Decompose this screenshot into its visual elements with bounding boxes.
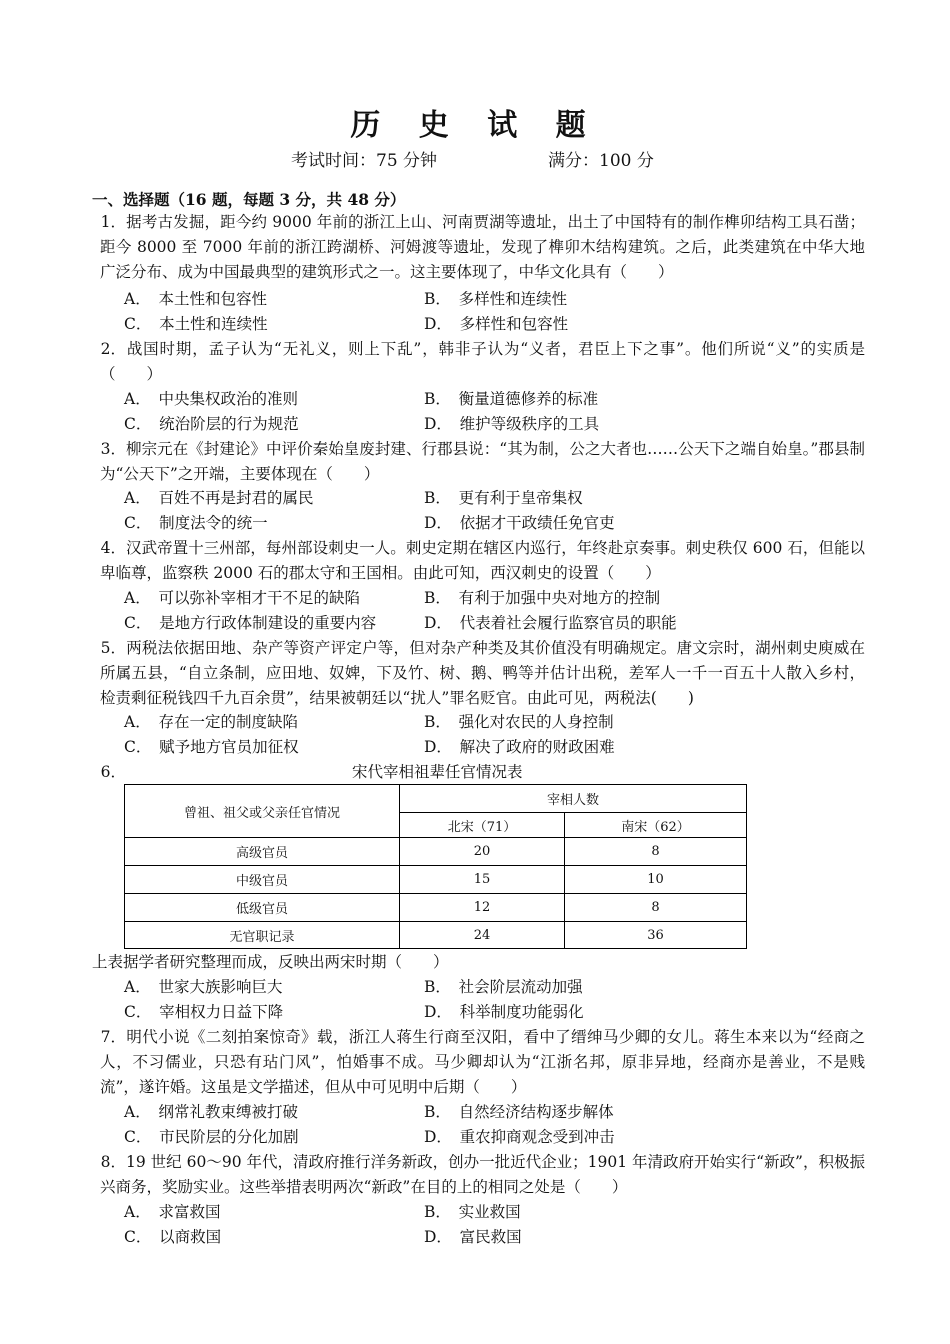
option-a: A． 百姓不再是封君的属民 — [124, 489, 314, 507]
option-c: C． 以商救国 — [124, 1228, 222, 1246]
question-number: 3． — [100, 440, 126, 458]
page-title: 历 史 试 题 — [350, 108, 600, 143]
section-heading: 一、选择题（16 题，每题 3 分，共 48 分） — [92, 190, 406, 209]
table-cell: 8 — [565, 894, 747, 922]
table-sub-header: 北宋（71） — [400, 813, 565, 838]
option-b: B． 更有利于皇帝集权 — [424, 489, 583, 507]
question-stem: 19 世纪 60～90 年代，清政府推行洋务新政，创办一批近代企业；1901 年清政府开始实行“新政”，积极振兴商务，奖励实业。这些举措表明两次“新政”在目的上的相同之处是（ ） — [100, 1153, 865, 1196]
option-d: D． 重农抑商观念受到冲击 — [424, 1128, 615, 1146]
option-b: B． 衡量道德修养的标准 — [424, 390, 599, 408]
option-b: B． 多样性和连续性 — [424, 290, 568, 308]
option-b: B． 强化对农民的人身控制 — [424, 713, 614, 731]
option-a: A． 纲常礼教束缚被打破 — [124, 1103, 298, 1121]
table-row — [125, 894, 747, 922]
option-d: D． 依据才干政绩任免官吏 — [424, 514, 615, 532]
question-number: 1． — [100, 213, 126, 231]
option-b: B． 有利于加强中央对地方的控制 — [424, 589, 661, 607]
official-table — [124, 784, 747, 949]
table-cell: 8 — [565, 838, 747, 866]
option-d: D． 代表着社会履行监察官员的职能 — [424, 614, 677, 632]
option-c: C． 市民阶层的分化加剧 — [124, 1128, 299, 1146]
table-row — [125, 838, 747, 866]
question-8 — [100, 1150, 865, 1200]
question-7 — [100, 1025, 865, 1100]
table-cell: 24 — [400, 922, 565, 949]
option-a: A． 世家大族影响巨大 — [124, 978, 283, 996]
question-6-stem: 上表据学者研究整理而成，反映出两宋时期（ ） — [92, 953, 449, 971]
table-cell: 12 — [400, 894, 565, 922]
option-b: B． 实业救国 — [424, 1203, 521, 1221]
question-number: 6． — [100, 763, 126, 781]
option-d: D． 解决了政府的财政困难 — [424, 738, 615, 756]
question-stem: 战国时期，孟子认为“无礼义，则上下乱”，韩非子认为“义者，君臣上下之事”。他们所说“义”的实质是（ ） — [100, 340, 865, 383]
question-2 — [100, 337, 865, 387]
question-stem: 柳宗元在《封建论》中评价秦始皇废封建、行郡县说：“其为制，公之大者也……公天下之端自始皇。”郡县制为“公天下”之开端，主要体现在（ ） — [100, 440, 865, 483]
table-caption: 宋代宰相祖辈任官情况表 — [352, 763, 523, 781]
question-number: 7． — [100, 1028, 126, 1046]
table-row — [125, 922, 747, 949]
table-row — [125, 866, 747, 894]
question-number: 2． — [100, 340, 126, 358]
question-1 — [100, 210, 865, 285]
question-stem: 明代小说《二刻拍案惊奇》载，浙江人蒋生行商至汉阳，看中了缙绅马少卿的女儿。蒋生本来以为“经商之人，不习儒业，只恐有玷门风”，怕婚事不成。马少卿却认为“江浙名邦，原非异地，经商亦是善业，不是贱流”，遂许婚。这虽是文学描述，但从中可见明中后期（ ） — [100, 1028, 865, 1096]
table-sub-header: 南宋（62） — [565, 813, 747, 838]
option-c: C． 是地方行政体制建设的重要内容 — [124, 614, 377, 632]
table-group-header: 宰相人数 — [400, 785, 747, 813]
option-b: B． 自然经济结构逐步解体 — [424, 1103, 614, 1121]
option-d: D． 多样性和包容性 — [424, 315, 569, 333]
table-cell: 15 — [400, 866, 565, 894]
option-c: C． 赋予地方官员加征权 — [124, 738, 299, 756]
option-a: A． 求富救国 — [124, 1203, 221, 1221]
option-c: C． 宰相权力日益下降 — [124, 1003, 284, 1021]
question-number: 4． — [100, 539, 126, 557]
option-c: C． 统治阶层的行为规范 — [124, 415, 299, 433]
question-3 — [100, 437, 865, 487]
table-cell: 低级官员 — [125, 894, 400, 922]
option-a: A． 可以弥补宰相才干不足的缺陷 — [124, 589, 360, 607]
option-a: A． 存在一定的制度缺陷 — [124, 713, 298, 731]
option-c: C． 本土性和连续性 — [124, 315, 268, 333]
table-cell: 20 — [400, 838, 565, 866]
table-col-header: 曾祖、祖父或父亲任官情况 — [125, 785, 400, 838]
table-cell: 10 — [565, 866, 747, 894]
option-d: D． 科举制度功能弱化 — [424, 1003, 584, 1021]
table-cell: 中级官员 — [125, 866, 400, 894]
question-stem: 两税法依据田地、杂产等资产评定户等，但对杂产种类及其价值没有明确规定。唐文宗时，湖州刺史庾威在所属五县，“自立条制，应田地、奴婢，下及竹、树、鹅、鸭等并估计出税，差军人一千一百五十人散入乡村，检责剩征税钱四千九百余贯”，结果被朝廷以“扰人”罪名贬官。由此可见，两税法( ) — [100, 639, 865, 707]
option-d: D． 富民救国 — [424, 1228, 522, 1246]
option-c: C． 制度法令的统一 — [124, 514, 268, 532]
question-stem: 汉武帝置十三州部，每州部设刺史一人。刺史定期在辖区内巡行，年终赴京奏事。刺史秩仅 600 石，但能以卑临尊，监察秩 2000 石的郡太守和王国相。由此可知，西汉刺史的设置（ ） — [100, 539, 865, 582]
option-d: D． 维护等级秩序的工具 — [424, 415, 600, 433]
full-score: 满分：100 分 — [548, 151, 654, 171]
exam-time: 考试时间：75 分钟 — [291, 151, 438, 171]
question-stem: 据考古发掘，距今约 9000 年前的浙江上山、河南贾湖等遗址，出土了中国特有的制作榫卯结构工具石凿；距今 8000 至 7000 年前的浙江跨湖桥、河姆渡等遗址，发现了榫卯木结构建筑。之后，此类建筑在中华大地广泛分布、成为中国最典型的建筑形式之一。这主要体现了，中华文化具有（ ） — [100, 213, 865, 281]
table-cell: 36 — [565, 922, 747, 949]
question-number: 5． — [100, 639, 126, 657]
question-number: 8． — [100, 1153, 126, 1171]
table-cell: 无官职记录 — [125, 922, 400, 949]
option-b: B． 社会阶层流动加强 — [424, 978, 583, 996]
option-a: A． 中央集权政治的准则 — [124, 390, 298, 408]
question-4 — [100, 536, 865, 586]
question-5 — [100, 636, 865, 711]
table-cell: 高级官员 — [125, 838, 400, 866]
option-a: A． 本土性和包容性 — [124, 290, 267, 308]
